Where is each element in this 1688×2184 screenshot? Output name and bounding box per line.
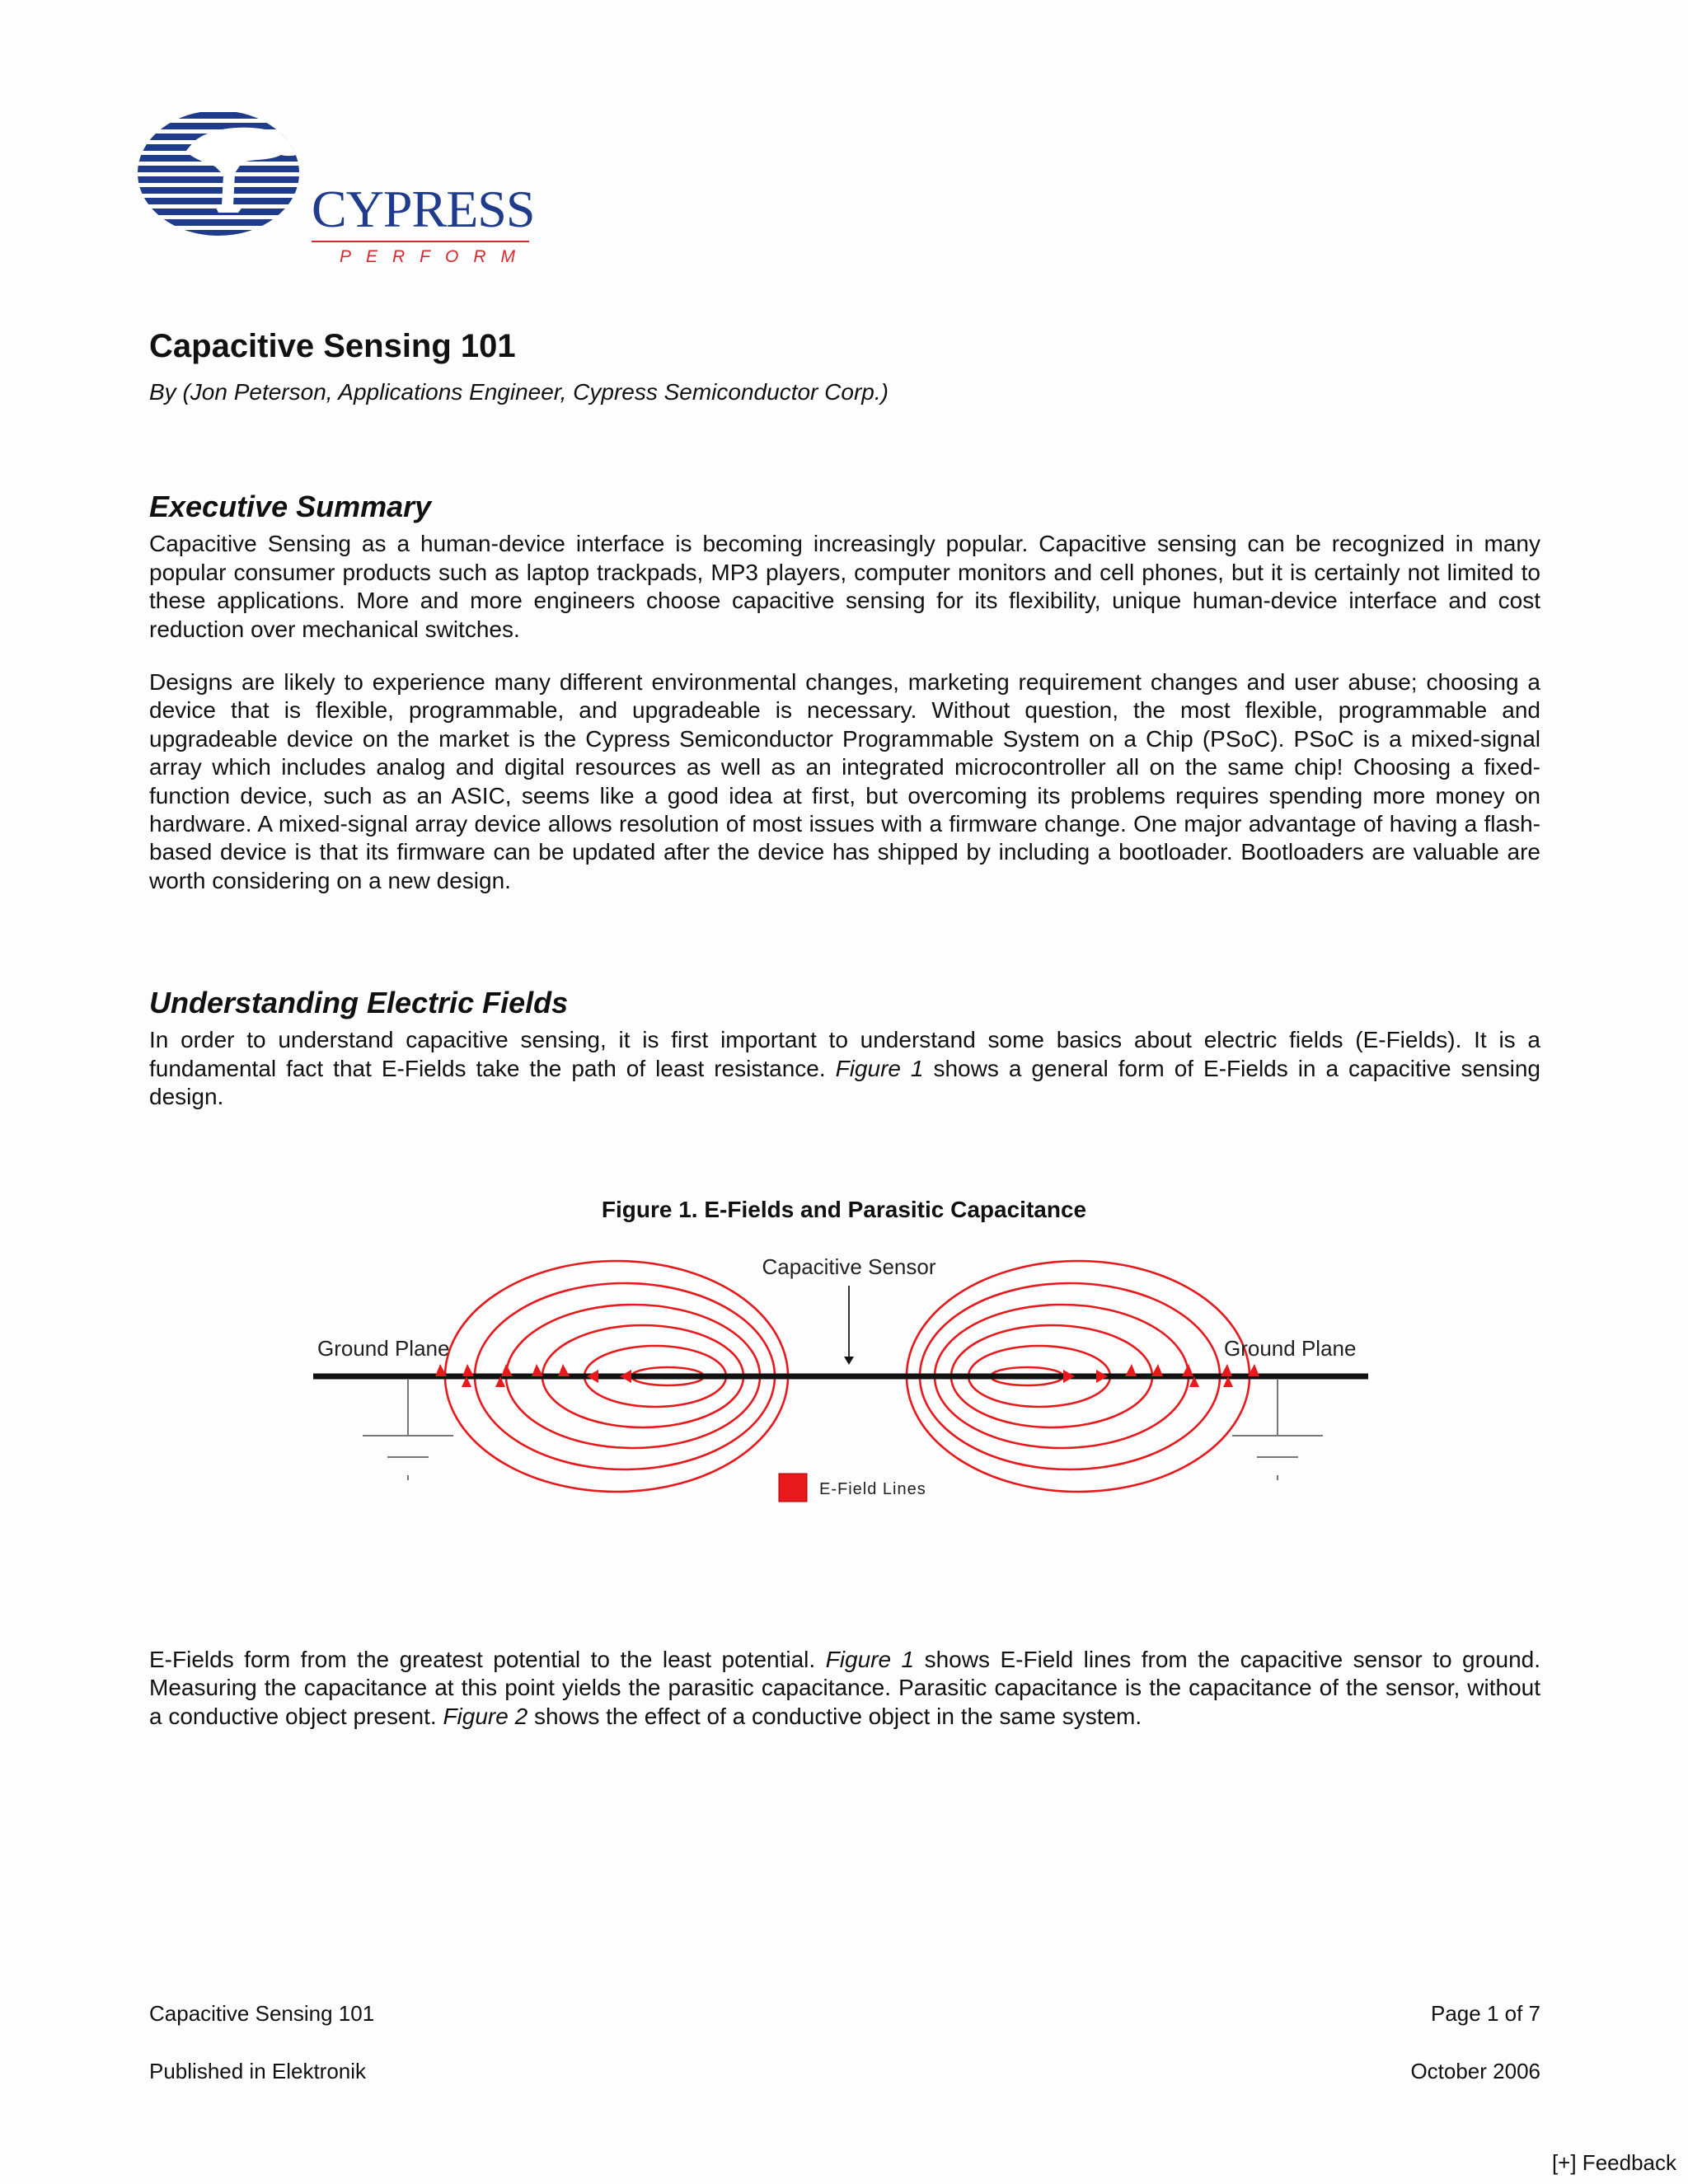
paragraph: Designs are likely to experience many different environmental changes, marketing requirement changes and user abuse; choosing a device that is flexible, programmable, and upgradeable is necessary. Without question, the most flexible, programmable and upgradeable device on the market is the Cypress Semiconductor Programmable System on a Chip (PSoC). PSoC is a mixed-signal array which includes analog and digital resources as well as an integrated microcontroller all on the same chip! Choosing a fixed-function device, such as an ASIC, seems like a good idea at first, but overcoming its problems requires spending more money on hardware. A mixed-signal array device allows resolution of most issues with a firmware change. One major advantage of having a flash-based device is that its firmware can be updated after the device has shipped by including a bootloader. Bootloaders are valuable are worth considering on a new design. xyxy=(149,669,1540,893)
footer-page-number: Page 1 of 7 xyxy=(1431,2001,1540,2026)
document-title: Capacitive Sensing 101 xyxy=(149,328,516,364)
feedback-link[interactable]: [+] Feedback xyxy=(1551,2150,1676,2175)
paragraph: Capacitive Sensing as a human-device interface is becoming increasingly popular. Capacitive sensing can be recognized in many popular consumer products such as laptop trackpads, MP3 players, computer monitors and cell phones, but it is certainly not limited to these applications. More and more engineers choose capacitive sensing for its flexibility, unique human-device interface and cost reduction over mechanical switches. xyxy=(149,531,1540,642)
logo-wordmark: CYPRESS xyxy=(312,180,535,238)
executive-summary-section xyxy=(149,490,1540,920)
capacitive-sensor-label: Capacitive Sensor xyxy=(762,1254,936,1279)
section-heading: Understanding Electric Fields xyxy=(149,986,569,1019)
figure-reference: Figure 1 xyxy=(825,1647,915,1672)
paragraph-text: shows a general form of E-Fields in a capacitive sensing design. xyxy=(149,1055,1541,1110)
figure-reference: Figure 1 xyxy=(835,1055,924,1081)
figure-reference: Figure 2 xyxy=(443,1703,528,1729)
author-byline: By (Jon Peterson, Applications Engineer, Cypress Semiconductor Corp.) xyxy=(149,379,889,405)
ground-plane-label-right: Ground Plane xyxy=(1224,1336,1357,1361)
ground-symbol-left xyxy=(363,1380,453,1480)
logo-tagline: PERFORM xyxy=(340,247,530,266)
paragraph xyxy=(149,1026,1540,1111)
legend-swatch xyxy=(779,1474,807,1502)
paragraph-text: shows the effect of a conductive object in the same system. xyxy=(528,1703,1142,1729)
ground-symbol-right xyxy=(1232,1380,1323,1480)
sensor-pointer-arrow-icon xyxy=(844,1357,854,1365)
paragraph-text: In order to understand capacitive sensing, it is first important to understand some basics about electric fields (E-Fields). It is a fundamental fact that E-Fields take the path of least resistance. xyxy=(149,1027,1540,1081)
electric-fields-section xyxy=(149,986,1540,1137)
footer-date: October 2006 xyxy=(1410,2059,1540,2083)
logo-divider xyxy=(312,241,529,242)
efield-diagram xyxy=(305,1244,1393,1508)
footer-doc-title: Capacitive Sensing 101 xyxy=(149,2001,375,2026)
ground-plane-label-left: Ground Plane xyxy=(317,1336,450,1361)
footer-publication: Published in Elektronik xyxy=(149,2059,367,2083)
paragraph-text: shows E-Field lines from the capacitive sensor to ground. Measuring the capacitance at this point yields the parasitic capacitance. Parasitic capacitance is the capacitance of the sensor, without a conductive object present. xyxy=(149,1647,1541,1729)
legend-label: E-Field Lines xyxy=(819,1480,926,1498)
paragraph-text: E-Fields form from the greatest potential to the least potential. xyxy=(149,1647,826,1672)
section-heading: Executive Summary xyxy=(149,490,432,523)
paragraph xyxy=(149,1646,1540,1731)
figure-caption: Figure 1. E-Fields and Parasitic Capacitance xyxy=(601,1197,1087,1222)
